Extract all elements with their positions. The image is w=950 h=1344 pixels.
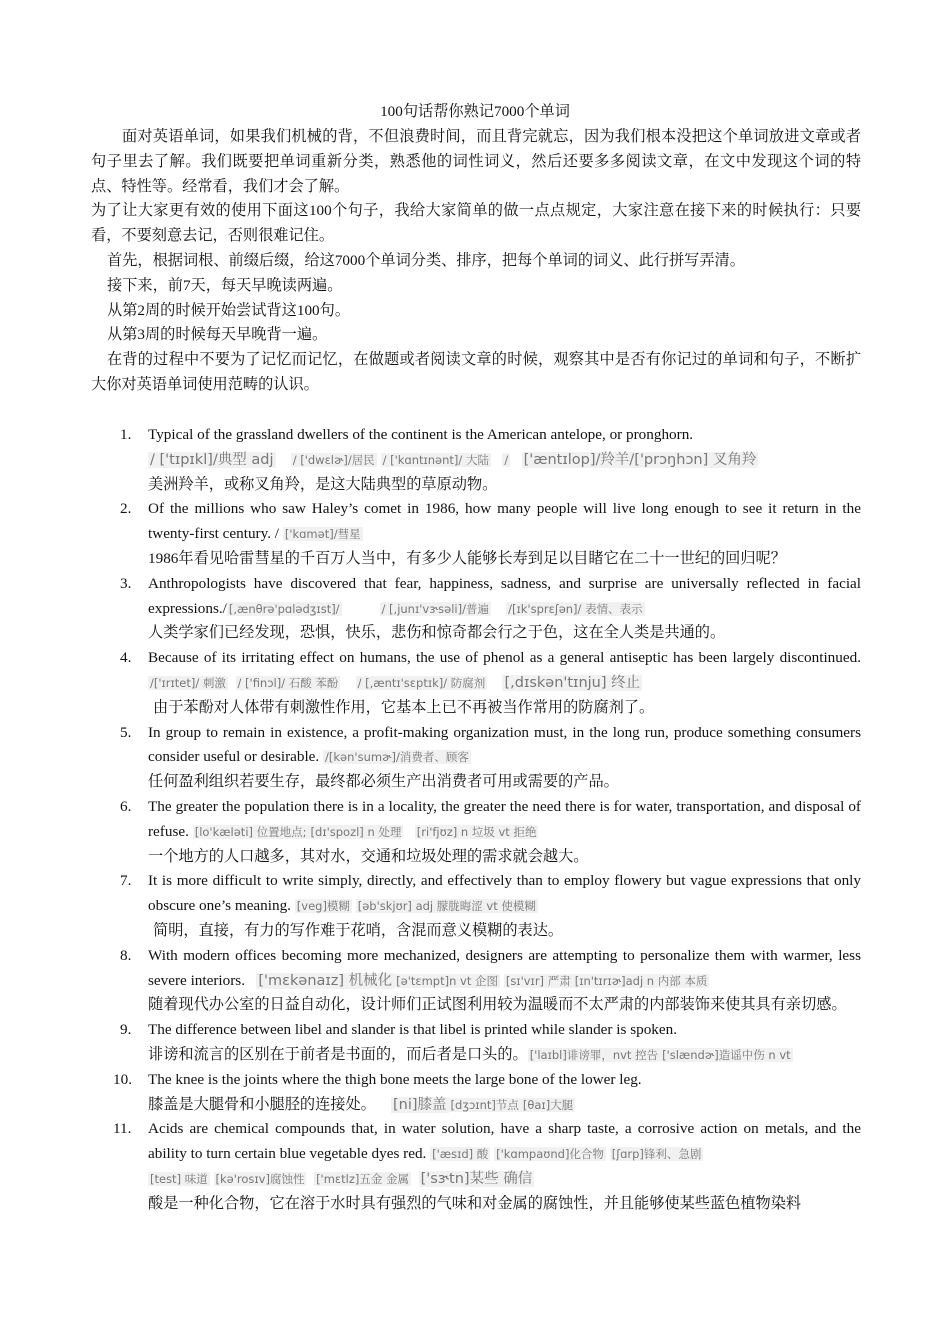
english-sentence: Typical of the grassland dwellers of the continent is the American antelope, or pronghorn. [148, 426, 694, 443]
sentence-text: Because of its irritating effect on humans, the use of phenol as a general antiseptic has been largely discontinued. [148, 649, 861, 667]
chinese-translation: 美洲羚羊，或称叉角羚，是这大陆典型的草原动物。 [148, 475, 498, 493]
sentence-number: 11. [113, 1120, 132, 1138]
sentence-number: 9. [120, 1021, 132, 1039]
phonetic-note: [veg]模糊 [296, 899, 350, 914]
sentence-number: 4. [120, 649, 132, 667]
sentence-text: The greater the population there is in a locality, the greater the need there is for water, transportation, and disposal of refuse. [148, 797, 861, 840]
phonetic-note: [sɪ'vɪr] 严肃 [505, 973, 571, 988]
phonetic-note: [ri'fjʊz] n 垃圾 vt 拒绝 [416, 824, 537, 839]
chinese-translation: 1986年看见哈雷彗星的千百万人当中，有多少人能够长寿到足以目睹它在二十一世纪的回归呢？ [148, 549, 786, 567]
phonetic-note: ['kɑmət]/彗星 [284, 527, 361, 542]
phonetic-note: ['sɝtn]某些 确信 [420, 1170, 533, 1187]
intro-paragraph: 首先，根据词根、前缀后缀，给这7000个单词分类、排序，把每个单词的词义、此行拼写弄清。 [107, 251, 745, 269]
document-title: 100句话帮你熟记7000个单词 [380, 103, 570, 120]
chinese-translation: 任何盈利组织若要生存，最终都必须生产出消费者可用或需要的产品。 [148, 773, 619, 791]
sentence-item [91, 721, 861, 795]
translation-text: 膝盖是大腿骨和小腿胫的连接处。 [148, 1095, 376, 1113]
phonetic-note: /[ɪk'sprɛʃən]/ 表情、表示 [508, 601, 643, 616]
intro-paragraph: 面对英语单词，如果我们机械的背，不但浪费时间，而且背完就忘，因为我们根本没把这个单词放进文章或者句子里去了解。我们既要把单词重新分类，熟悉他的词性词义，然后还要多多阅读文章，在文中发现这个词的特点、特性等。经常看，我们才会了解。 [91, 128, 861, 195]
sentence-item [91, 944, 861, 1018]
phonetic-note: [θaɪ]大腿 [522, 1097, 574, 1112]
sentence-text: Acids are chemical compounds that, in water solution, have a sharp taste, a corrosive action on metals, and the ability to turn certain blue vegetable dyes red. [148, 1120, 861, 1163]
phonetic-note: ['æntɪlop]/羚羊/['prɔŋhɔn] 叉角羚 [523, 451, 757, 468]
sentence-list [91, 423, 861, 1217]
chinese-translation: 由于苯酚对人体带有刺激性作用，它基本上已不再被当作常用的防腐剂了。 [153, 698, 655, 716]
chinese-translation [148, 1043, 861, 1068]
sentence-item [91, 869, 861, 943]
phonetic-note: / ['dwɛlɚ]/居民 [292, 452, 375, 467]
chinese-translation [148, 1093, 861, 1118]
phonetic-note: [əb'skjʊr] adj 朦胧晦涩 vt 使模糊 [357, 899, 536, 914]
intro-section [91, 125, 861, 398]
phonetic-note: [dʒɔɪnt]节点 [450, 1097, 519, 1112]
sentence-number: 10. [113, 1070, 132, 1088]
sentence-number: 2. [120, 500, 132, 518]
sentence-number: 6. [120, 797, 132, 815]
phonetic-note: / ['finɔl]/ 石酸 苯酚 [237, 675, 339, 690]
sentence-item [91, 646, 861, 720]
phonetic-note: ['slændɚ]造谣中伤 n vt [662, 1047, 791, 1062]
intro-paragraph: 在背的过程中不要为了记忆而记忆，在做题或者阅读文章的时候，观察其中是否有你记过的单词和句子，不断扩大你对英语单词使用范畴的认识。 [91, 351, 861, 393]
sentence-item [91, 423, 861, 497]
phonetic-note: [ni]膝盖 [393, 1096, 447, 1113]
english-sentence [148, 869, 861, 919]
phonetic-note: ['laɪbl]诽谤罪，nvt 控告 [529, 1047, 659, 1062]
vocab-notes [148, 448, 861, 473]
sentence-item [91, 497, 861, 571]
sentence-text: In group to remain in existence, a profit-making organization must, in the long run, produce something consumers consider useful or desirable. [148, 723, 861, 766]
phonetic-note: / [,æntɪ'sɛptɪk]/ 防腐剂 [357, 675, 486, 690]
phonetic-note: ['æsɪd] 酸 [432, 1147, 489, 1162]
english-sentence [148, 572, 861, 622]
english-sentence: The difference between libel and slander is that libel is printed while slander is spoken. [148, 1021, 678, 1039]
sentence-number: 5. [120, 723, 132, 741]
sentence-number: 3. [120, 574, 132, 592]
phonetic-note: /['ɪrɪtet]/ 刺激 [150, 675, 226, 690]
sentence-text: It is more difficult to write simply, directly, and effectively than to employ flowery but vague expressions that only obscure one’s meaning. [148, 872, 861, 915]
phonetic-note: /[kən'sumɚ]/消费者、顾客 [325, 750, 469, 765]
sentence-item [91, 1068, 861, 1118]
phonetic-note: [ɪn'tɪrɪɚ]adj n 内部 本质 [574, 973, 708, 988]
chinese-translation: 一个地方的人口越多，其对水，交通和垃圾处理的需求就会越大。 [148, 847, 589, 865]
phonetic-note: [ə'tɛmpt]n vt 企图 [396, 973, 499, 988]
intro-paragraph: 为了让大家更有效的使用下面这100个句子，我给大家简单的做一点点规定，大家注意在接下来的时候执行：只要看，不要刻意去记，否则很难记住。 [91, 202, 861, 245]
intro-paragraph: 从第3周的时候每天早晚背一遍。 [107, 326, 328, 344]
phonetic-note: ['kɑmpaʊnd]化合物 [496, 1147, 604, 1162]
sentence-text: With modern offices becoming more mechanized, designers are attempting to personalize them with warmer, less severe interiors. [148, 946, 861, 989]
sentence-number: 1. [120, 426, 132, 443]
english-sentence [148, 944, 861, 994]
phonetic-note: [ʃɑrp]锋利、急剧 [611, 1147, 702, 1162]
chinese-translation: 酸是一种化合物，它在溶于水时具有强烈的气味和对金属的腐蚀性，并且能够使某些蓝色植物染料 [148, 1194, 802, 1212]
intro-paragraph: 从第2周的时候开始尝试背这100句。 [107, 301, 350, 319]
english-sentence [148, 795, 861, 845]
translation-text: 诽谤和流言的区别在于前者是书面的，而后者是口头的。 [148, 1045, 528, 1063]
sentence-item [91, 1117, 861, 1216]
phonetic-note: / [,junɪ'vɝsəli]/普遍 [381, 601, 489, 616]
english-sentence: The knee is the joints where the thigh bone meets the large bone of the lower leg. [148, 1070, 642, 1088]
phonetic-note: ['mɛtlz]五金 金属 [316, 1171, 410, 1186]
english-sentence [148, 721, 861, 771]
chinese-translation: 随着现代办公室的日益自动化，设计师们正试图利用较为温暖而不太严肃的内部装饰来使其具有亲切感。 [148, 996, 847, 1014]
phonetic-note: [kə'rosɪv]腐蚀性 [215, 1171, 305, 1186]
sentence-text: Of the millions who saw Haley’s comet in 1986, how many people will live long enough to see it return in the twenty-first century. / [148, 500, 861, 543]
phonetic-note: [,ænθrə'pɑlədʒɪst]/ [228, 601, 340, 616]
phonetic-note: [test] 味道 [150, 1171, 208, 1186]
sentence-item [91, 1018, 861, 1068]
sentence-number: 8. [120, 946, 132, 964]
english-sentence [148, 646, 861, 696]
phonetic-note: / ['tɪpɪkl]/典型 adj [150, 451, 274, 468]
sentence-text: Anthropologists have discovered that fear, happiness, sadness, and surprise are universally reflected in facial expressions./ [148, 574, 861, 617]
phonetic-note: [dɪ'spozl] n 处理 [310, 824, 402, 839]
chinese-translation: 人类学家们已经发现，恐惧，快乐，悲伤和惊奇都会行之于色，这在全人类是共通的。 [148, 624, 726, 642]
english-sentence [148, 497, 861, 547]
sentence-item [91, 795, 861, 869]
sentence-item [91, 572, 861, 646]
intro-paragraph: 接下来，前7天，每天早晚读两遍。 [107, 276, 343, 294]
phonetic-note: [lo'kæləti] 位置地点; [194, 824, 307, 839]
sentence-number: 7. [120, 872, 132, 890]
english-sentence [148, 1117, 861, 1191]
phonetic-note: / [504, 452, 509, 467]
phonetic-note: ['mɛkənaɪz] 机械化 [258, 972, 393, 989]
phonetic-note: [,dɪskən'tɪnju] 终止 [504, 674, 641, 691]
chinese-translation: 简明，直接，有力的写作难于花哨，含混而意义模糊的表达。 [153, 921, 564, 939]
phonetic-note: / ['kɑntɪnənt]/ 大陆 [382, 452, 489, 467]
